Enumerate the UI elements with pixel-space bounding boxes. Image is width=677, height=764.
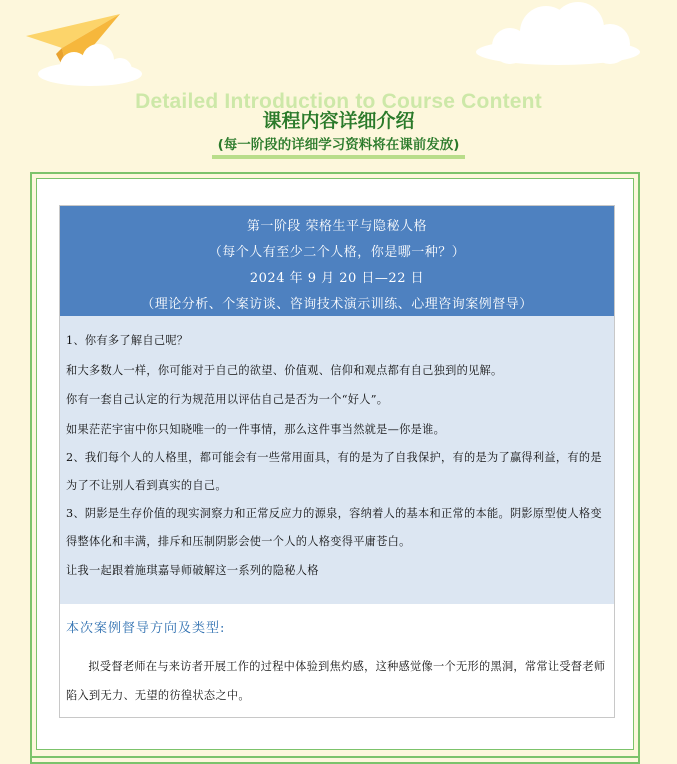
paragraph: 让我一起跟着施琪嘉导师破解这一系列的隐秘人格 [66,564,319,577]
stage-date: 2024 年 9 月 20 日—22 日 [249,271,425,286]
paragraph: 1、你有多了解自己呢？ [66,334,189,347]
paragraph: 和大多数人一样，你可能对于自己的欲望、价值观、信仰和观点都有自己独到的见解。 [66,363,503,377]
page-title: 课程内容详细介绍 [262,110,415,132]
stage-body [60,316,614,604]
paragraph: 2、我们每个人的人格里，都可能会有一些常用面具，有的是为了自我保护，有的是为了赢得利益，有的是为了不让别人看到真实的自己。 [66,451,602,492]
stage-card [59,205,615,718]
supervision-title: 本次案例督导方向及类型: [66,621,226,636]
subtitle-wrap [0,134,677,159]
supervision-section [60,604,614,710]
paragraph: 3、阴影是生存价值的现实洞察力和正常反应力的源泉，容纳着人的基本和正常的本能。阴影原型使人格变得整体化和丰满，排斥和压制阴影会使一个人的人格变得平庸苍白。 [66,507,602,548]
cloud-icon [34,44,146,86]
cloud-icon [470,2,642,66]
stage-header [60,206,614,316]
paragraph: 你有一套自己认定的行为规范用以评估自己是否为一个“好人”。 [66,393,389,406]
page-subtitle: (每一阶段的详细学习资料将在课前发放) [212,137,466,159]
paragraph: 如果茫茫宇宙中你只知晓唯一的一件事情，那么这件事当然就是—你是谁。 [66,422,446,436]
english-heading: Detailed Introduction to Course Content [135,90,542,113]
divider [30,756,640,758]
stage-name: 第一阶段 荣格生平与隐秘人格 [246,219,428,234]
stage-format: （理论分析、个案访谈、咨询技术演示训练、心理咨询案例督导） [141,297,533,312]
stage-question: （每个人有至少二个人格，你是哪一种？） [208,245,466,260]
supervision-text: 拟受督老师在与来访者开展工作的过程中体验到焦灼感，这种感觉像一个无形的黑洞，常常让受督老师陷入到无力、无望的彷徨状态之中。 [66,660,606,702]
